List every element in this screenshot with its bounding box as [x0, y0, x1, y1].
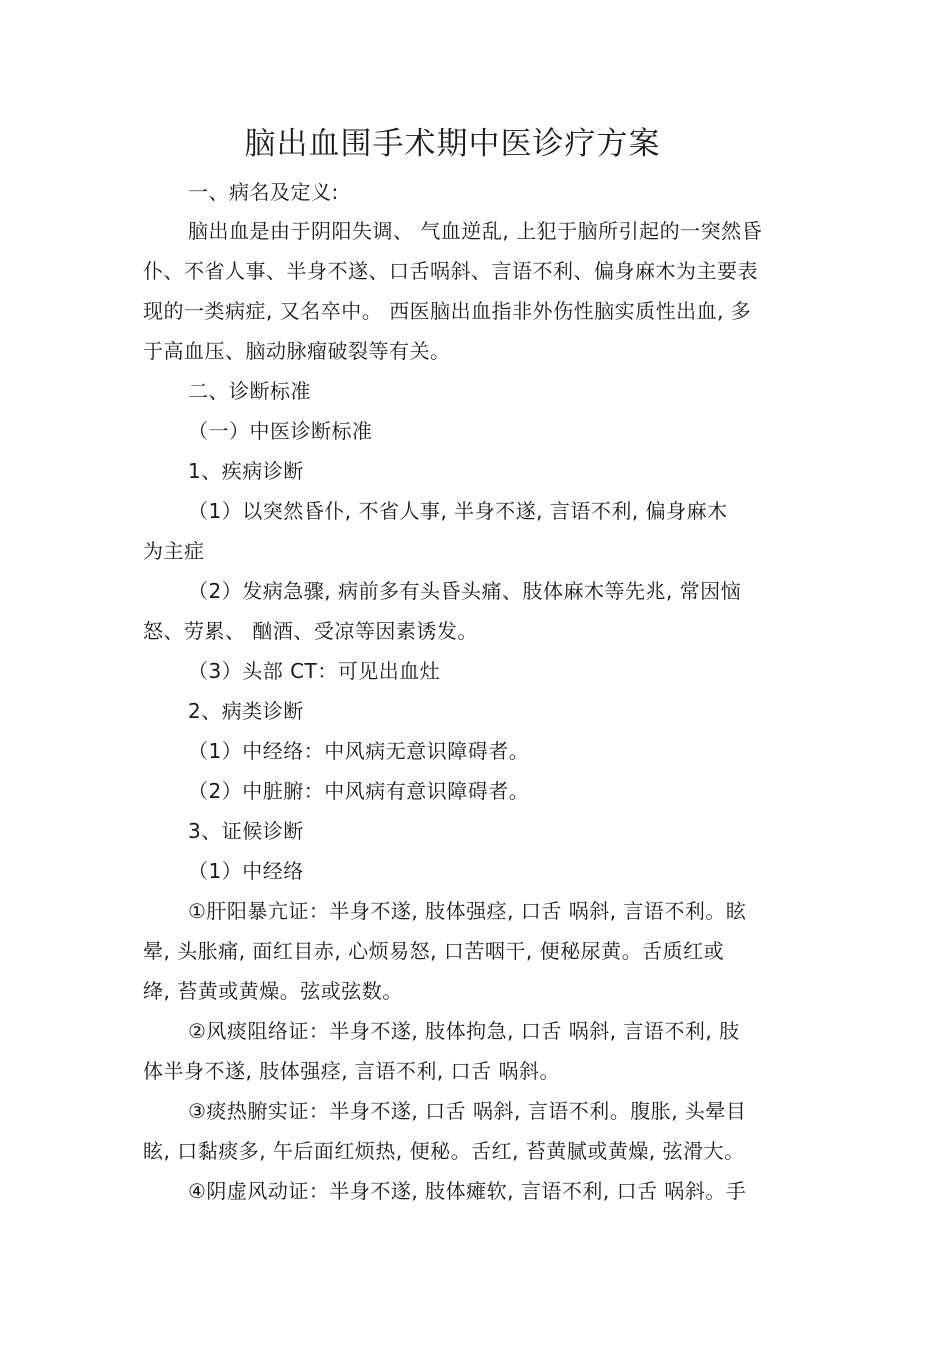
- text-line: 绛, 苔黄或黄燥。弦或弦数。: [143, 979, 403, 1003]
- text-line: ③痰热腑实证：半身不遂, 口舌 㖞斜, 言语不利。腹胀, 头晕目: [188, 1099, 747, 1123]
- document-title: 脑出血围手术期中医诊疗方案: [244, 126, 661, 162]
- text-line: （1）中经络：中风病无意识障碍者。: [188, 739, 530, 763]
- text-line: （2）发病急骤, 病前多有头昏头痛、肢体麻木等先兆, 常因恼: [188, 579, 742, 603]
- text-line: 为主症: [143, 539, 205, 563]
- text-line: 眩, 口黏痰多, 午后面红烦热, 便秘。舌红, 苔黄腻或黄燥, 弦滑大。: [143, 1139, 745, 1163]
- subsection-heading: （一）中医诊断标准: [188, 419, 373, 443]
- text-line: （3）头部 CT：可见出血灶: [188, 659, 441, 683]
- section-heading: 二、诊断标准: [188, 379, 311, 403]
- text-line: 怒、劳累、 酗酒、受凉等因素诱发。: [143, 619, 478, 643]
- text-line: （2）中脏腑：中风病有意识障碍者。: [188, 779, 530, 803]
- subsection-heading: 1、疾病诊断: [188, 459, 304, 483]
- text-line: 于高血压、脑动脉瘤破裂等有关。: [143, 339, 451, 363]
- text-line: 一、病名及定义:: [188, 180, 339, 204]
- subsection-heading: 2、病类诊断: [188, 699, 304, 723]
- text-line: 脑出血是由于阴阳失调、 气血逆乱, 上犯于脑所引起的一突然昏: [188, 219, 763, 243]
- text-line: 仆、不省人事、半身不遂、口舌㖞斜、言语不利、偏身麻木为主要表: [143, 259, 758, 283]
- text-line: ①肝阳暴亢证：半身不遂, 肢体强痉, 口舌 㖞斜, 言语不利。眩: [188, 899, 747, 923]
- text-line: ②风痰阻络证：半身不遂, 肢体拘急, 口舌 㖞斜, 言语不利, 肢: [188, 1019, 740, 1043]
- text-line: 晕, 头胀痛, 面红目赤, 心烦易怒, 口苦咽干, 便秘尿黄。舌质红或: [143, 939, 725, 963]
- text-line: ④阴虚风动证：半身不遂, 肢体瘫软, 言语不利, 口舌 㖞斜。手: [188, 1179, 747, 1203]
- text-line: 现的一类病症, 又名卒中。 西医脑出血指非外伤性脑实质性出血, 多: [143, 299, 752, 323]
- subsection-heading: 3、证候诊断: [188, 819, 304, 843]
- text-line: （1）中经络: [188, 859, 304, 883]
- text-line: （1）以突然昏仆, 不省人事, 半身不遂, 言语不利, 偏身麻木: [188, 499, 728, 523]
- text-line: 体半身不遂, 肢体强痉, 言语不利, 口舌 㖞斜。: [143, 1059, 561, 1083]
